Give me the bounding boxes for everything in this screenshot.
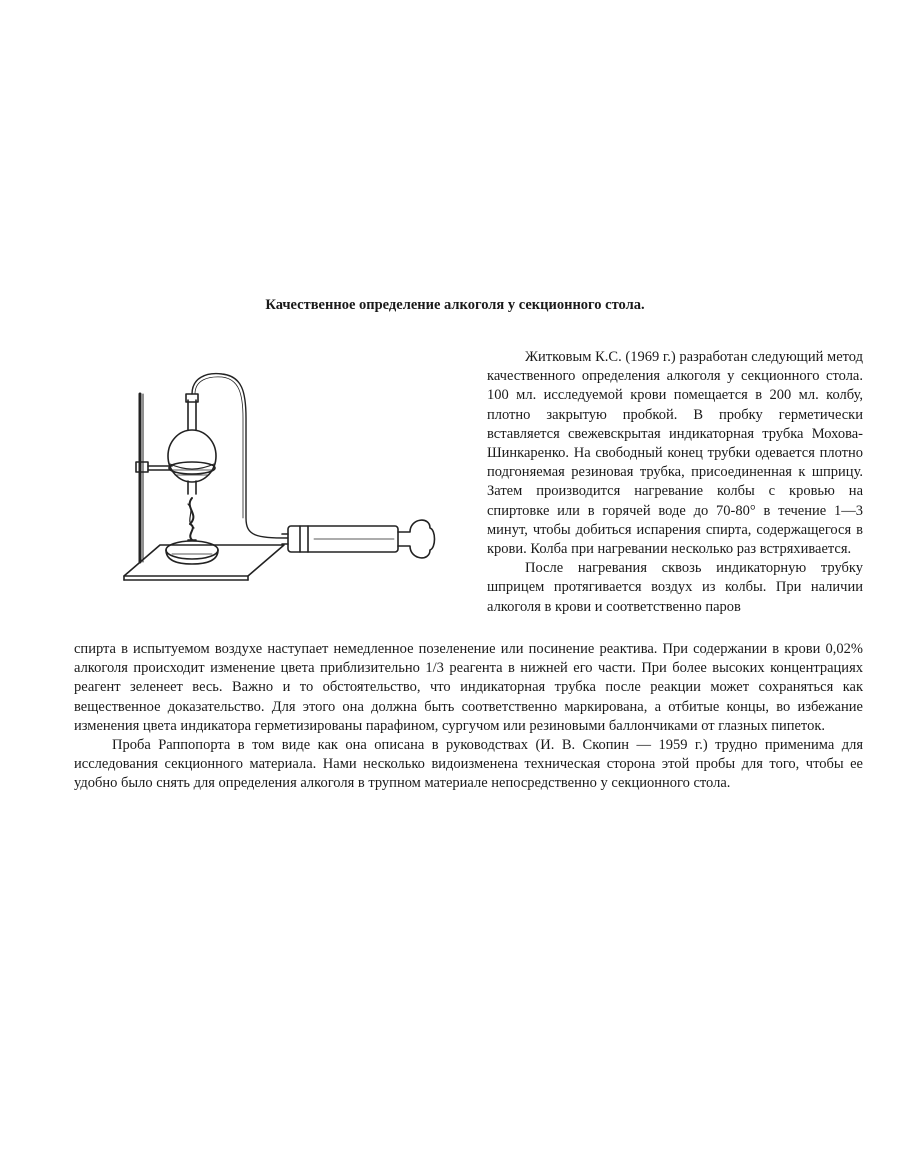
- paragraph-1: Житковым К.С. (1969 г.) разработан следующий метод качественного определения алкоголя у секционного стола. 100 мл. исследуемой крови помещается в 200 мл. колбу, плотно закрытую пробкой. В пробку герметически вставляется свежевскрытая индикаторная трубка Мохова-Шинкаренко. На свободный конец трубки одевается плотно подгоняемая резиновая трубка, присоединенная к шприцу. Затем производится нагревание колбы с кровью на спиртовке или в горячей воде до 70-80° в течение 1—3 минут, чтобы добиться испарения спирта, содержащегося в крови. Колба при нагревании несколько раз встряхивается.: [487, 349, 863, 558]
- clamp: [136, 462, 148, 472]
- apparatus-figure: [118, 368, 470, 590]
- page-title: Качественное определение алкоголя у секционного стола.: [265, 297, 645, 313]
- right-column-text: [487, 348, 863, 617]
- paragraph-3: Проба Раппопорта в том виде как она описана в руководствах (И. В. Скопин — 1959 г.) трудно применима для исследования секционного материала. Нами несколько видоизменена техническая сторона этой пробы для того, чтобы ее удобно было снять для определения алкоголя в трупном материале непосредственно у секционного стола.: [74, 737, 863, 792]
- plunger: [398, 520, 435, 558]
- spirit-lamp: [166, 541, 218, 559]
- full-width-text: [74, 640, 863, 794]
- paragraph-2-continued: спирта в испытуемом воздухе наступает немедленное позеленение или посинение реактива. При содержании в крови 0,02% алкоголя происходит изменение цвета приблизительно 1/3 реагента в нижней его части. При более высоких концентрациях реагент зеленеет весь. Важно и то обстоятельство, что индикаторная трубка после реакции может сохраняться как вещественное доказательство. Для этого она должна быть соответственно маркирована, а отбитые концы, во избежание изменения цвета индикатора герметизированы парафином, сургучом или резиновыми баллончиками от глазных пипеток.: [74, 641, 863, 734]
- distillation-apparatus-icon: [118, 368, 470, 590]
- rubber-tube: [192, 374, 288, 538]
- base-plate: [124, 545, 284, 576]
- paragraph-2-start: После нагревания сквозь индикаторную трубку шприцем протягивается воздух из колбы. При наличии алкоголя в крови и соответственно паров: [487, 560, 863, 615]
